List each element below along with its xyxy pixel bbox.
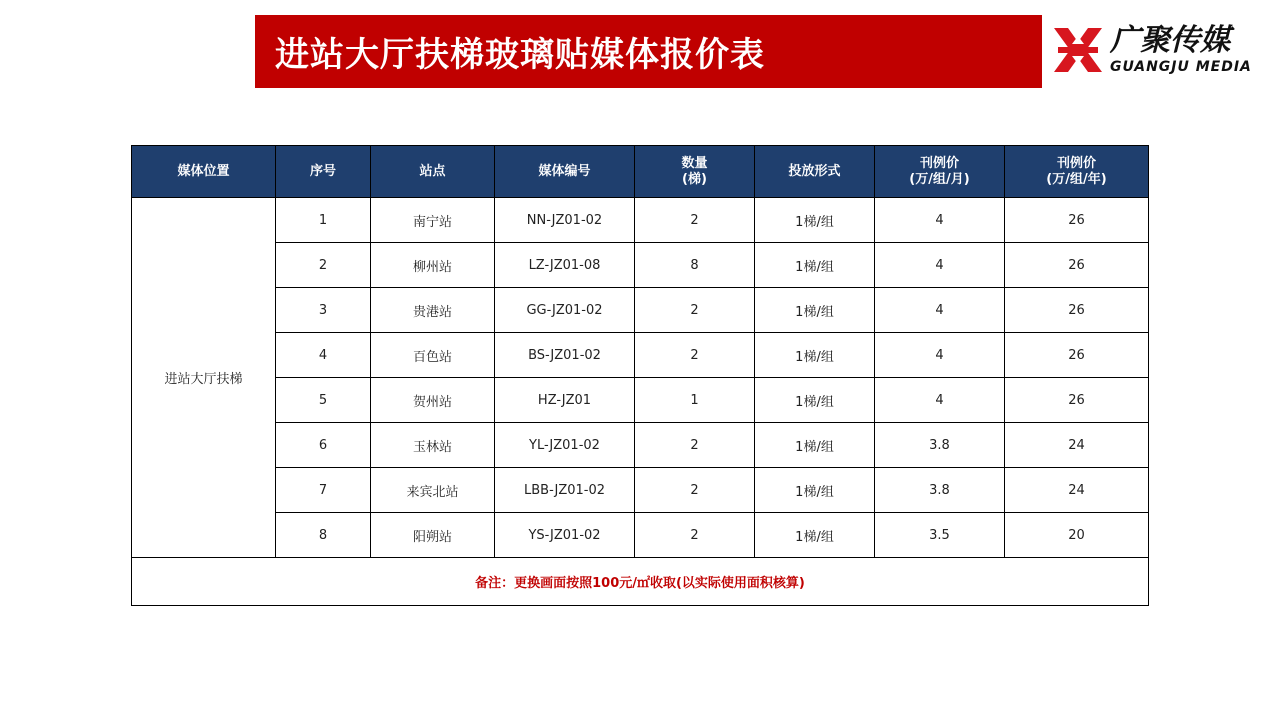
cell-quantity: 2	[635, 468, 755, 513]
cell-station: 贺州站	[371, 378, 495, 423]
cell-price-year: 26	[1005, 243, 1149, 288]
logo-name-cn: 广聚传媒	[1110, 23, 1230, 58]
table-row	[132, 288, 1149, 333]
cell-placement-form: 1梯/组	[755, 333, 875, 378]
cell-quantity: 1	[635, 378, 755, 423]
cell-media-code: YS-JZ01-02	[495, 513, 635, 558]
cell-price-month: 3.8	[875, 423, 1005, 468]
header-media-location: 媒体位置	[132, 146, 276, 198]
logo-name-en: GUANGJU MEDIA	[1110, 59, 1252, 75]
cell-media-code: GG-JZ01-02	[495, 288, 635, 333]
title-banner	[255, 15, 1042, 88]
cell-index: 7	[276, 468, 371, 513]
cell-quantity: 2	[635, 288, 755, 333]
cell-index: 8	[276, 513, 371, 558]
cell-media-code: YL-JZ01-02	[495, 423, 635, 468]
cell-index: 2	[276, 243, 371, 288]
cell-price-month: 4	[875, 198, 1005, 243]
header-index: 序号	[276, 146, 371, 198]
cell-index: 1	[276, 198, 371, 243]
cell-price-year: 26	[1005, 333, 1149, 378]
cell-price-year: 24	[1005, 468, 1149, 513]
header-media-code: 媒体编号	[495, 146, 635, 198]
cell-quantity: 2	[635, 423, 755, 468]
header-quantity: 数量 (梯)	[635, 146, 755, 198]
cell-price-month: 4	[875, 333, 1005, 378]
table-row	[132, 378, 1149, 423]
cell-price-month: 4	[875, 243, 1005, 288]
cell-media-code: HZ-JZ01	[495, 378, 635, 423]
cell-quantity: 2	[635, 513, 755, 558]
cell-price-year: 20	[1005, 513, 1149, 558]
header-station: 站点	[371, 146, 495, 198]
cell-media-code: NN-JZ01-02	[495, 198, 635, 243]
cell-index: 6	[276, 423, 371, 468]
cell-station: 南宁站	[371, 198, 495, 243]
cell-index: 5	[276, 378, 371, 423]
cell-placement-form: 1梯/组	[755, 243, 875, 288]
table-row	[132, 468, 1149, 513]
header-price-year: 刊例价 (万/组/年)	[1005, 146, 1149, 198]
cell-placement-form: 1梯/组	[755, 198, 875, 243]
cell-index: 3	[276, 288, 371, 333]
cell-quantity: 2	[635, 333, 755, 378]
cell-placement-form: 1梯/组	[755, 468, 875, 513]
brand-logo	[1050, 20, 1268, 80]
cell-station: 来宾北站	[371, 468, 495, 513]
cell-price-year: 26	[1005, 198, 1149, 243]
cell-price-year: 26	[1005, 288, 1149, 333]
cell-station: 百色站	[371, 333, 495, 378]
price-table	[131, 145, 1149, 606]
cell-media-code: LBB-JZ01-02	[495, 468, 635, 513]
cell-station: 玉林站	[371, 423, 495, 468]
cell-placement-form: 1梯/组	[755, 378, 875, 423]
table-row	[132, 243, 1149, 288]
cell-index: 4	[276, 333, 371, 378]
table-row	[132, 513, 1149, 558]
table-row	[132, 333, 1149, 378]
cell-media-code: LZ-JZ01-08	[495, 243, 635, 288]
cell-price-month: 3.5	[875, 513, 1005, 558]
cell-station: 贵港站	[371, 288, 495, 333]
cell-placement-form: 1梯/组	[755, 513, 875, 558]
cell-price-year: 24	[1005, 423, 1149, 468]
logo-mark-icon	[1050, 24, 1106, 76]
header-placement-form: 投放形式	[755, 146, 875, 198]
cell-quantity: 8	[635, 243, 755, 288]
logo-wordmark	[1110, 23, 1252, 75]
cell-placement-form: 1梯/组	[755, 288, 875, 333]
table-row	[132, 198, 1149, 243]
cell-quantity: 2	[635, 198, 755, 243]
cell-placement-form: 1梯/组	[755, 423, 875, 468]
cell-price-month: 4	[875, 288, 1005, 333]
note-row	[132, 558, 1149, 606]
location-cell: 进站大厅扶梯	[132, 198, 276, 558]
cell-media-code: BS-JZ01-02	[495, 333, 635, 378]
table-row	[132, 423, 1149, 468]
table-note: 备注：更换画面按照100元/㎡收取(以实际使用面积核算)	[132, 558, 1149, 606]
header-price-month: 刊例价 (万/组/月)	[875, 146, 1005, 198]
cell-price-month: 3.8	[875, 468, 1005, 513]
cell-price-month: 4	[875, 378, 1005, 423]
cell-station: 柳州站	[371, 243, 495, 288]
price-table-container	[131, 145, 1148, 606]
page-title: 进站大厅扶梯玻璃贴媒体报价表	[275, 35, 765, 75]
cell-price-year: 26	[1005, 378, 1149, 423]
cell-station: 阳朔站	[371, 513, 495, 558]
table-header-row	[132, 146, 1149, 198]
